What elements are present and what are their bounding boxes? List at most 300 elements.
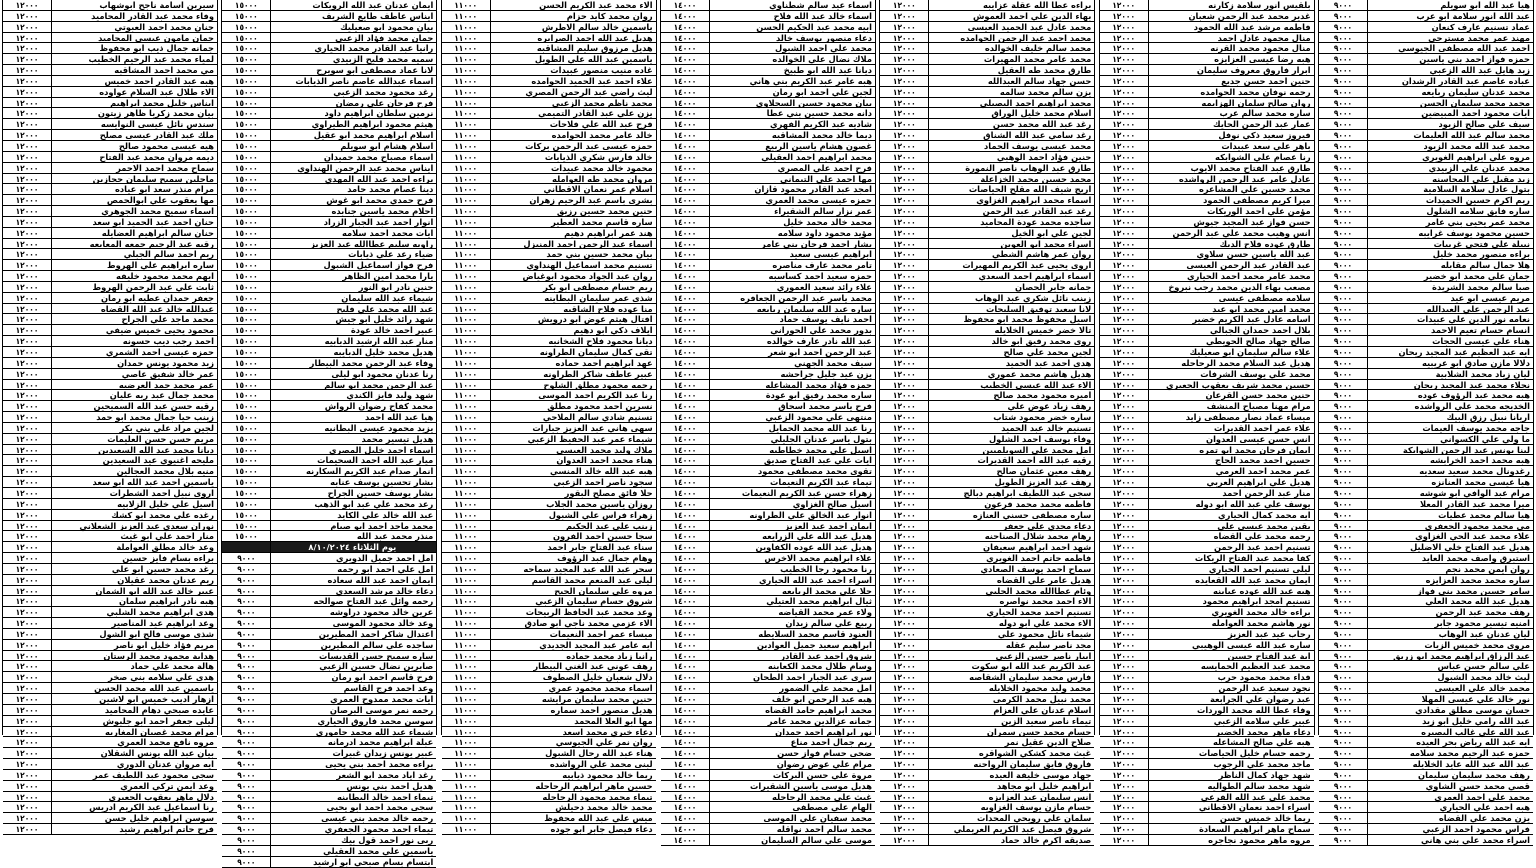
name-cell: وعد خالد مطلق العواملة	[116, 542, 214, 553]
amount-cell: ٩٠٠٠	[1319, 781, 1368, 791]
table-row	[222, 575, 436, 586]
table-row	[442, 184, 656, 195]
amount-cell: ١٢٠٠٠	[1100, 521, 1149, 531]
amount-cell: ١١٠٠٠	[442, 130, 491, 140]
table-row	[880, 445, 1094, 456]
amount-cell: ١٤٠٠٠	[661, 108, 710, 118]
name-cell: رغد اياد محمد ابو الشعر	[336, 769, 434, 780]
table-row	[1319, 87, 1533, 98]
table-row	[442, 651, 656, 662]
amount-cell: ١٢٠٠٠	[1100, 802, 1149, 812]
table-row	[3, 33, 217, 44]
name-cell: دلال ماهر يعقوب الجعبري	[108, 791, 214, 802]
table-row	[3, 423, 217, 434]
amount-cell: ١٢٠٠٠	[880, 640, 929, 650]
name-cell: حمزه سعيد احمد كساسبه	[768, 271, 872, 282]
name-cell: دلالا مازن صادق ابو عريبيه	[1421, 357, 1530, 368]
name-cell: فاطمه حاتم احمد الغويري	[986, 553, 1092, 564]
table-row	[222, 683, 436, 694]
name-cell: محمد عبد العظيم الحمايسه	[1200, 661, 1311, 672]
table-row	[880, 542, 1094, 553]
amount-cell: ١٥٠٠٠	[222, 87, 271, 97]
table-row	[222, 108, 436, 119]
table-row	[661, 87, 875, 98]
name-cell: بلال احمد حمدان الجبالي	[1209, 325, 1311, 336]
name-cell: صبا سالم محمد الشريدة	[1432, 281, 1530, 292]
table-row	[1100, 716, 1314, 727]
table-row	[442, 802, 656, 813]
name-cell: محمد علي عبد الله الفرعي	[1200, 791, 1311, 802]
table-row	[1100, 434, 1314, 445]
table-row	[1319, 239, 1533, 250]
name-cell: تسنيم محمد اسماعيل الهنداوي	[526, 260, 653, 271]
amount-cell: ١٢٠٠٠	[3, 390, 52, 400]
table-row	[442, 488, 656, 499]
amount-cell: ١٤٠٠٠	[661, 748, 710, 758]
amount-cell: ١١٠٠٠	[442, 661, 491, 671]
amount-cell: ١٢٠٠٠	[3, 412, 52, 422]
table-row	[3, 477, 217, 488]
table-row	[222, 445, 436, 456]
name-cell: عبد الكريم عبد الله ابو سكوت	[971, 661, 1092, 672]
table-row	[442, 304, 656, 315]
amount-cell: ١٤٠٠٠	[661, 802, 710, 812]
table-row	[442, 249, 656, 260]
table-row	[3, 87, 217, 98]
amount-cell: ١٢٠٠٠	[3, 98, 52, 108]
amount-cell: ١٤٠٠٠	[661, 607, 710, 617]
amount-cell: ٩٠٠٠	[1319, 152, 1368, 162]
table-row	[442, 521, 656, 532]
table-row	[661, 380, 875, 391]
name-cell: مي محمد احمد المشاقبه	[114, 65, 214, 76]
table-row	[1100, 54, 1314, 65]
amount-cell: ١١٠٠٠	[442, 748, 491, 758]
amount-cell: ١٢٠٠٠	[880, 271, 929, 281]
name-cell: ريم حسام مصطفى ابو بكر	[543, 281, 653, 292]
amount-cell: ١٢٠٠٠	[1100, 499, 1149, 509]
name-cell: ايهم محمد محمود خليفه	[116, 271, 214, 282]
table-row	[222, 65, 436, 76]
table-row	[3, 813, 217, 824]
amount-cell: ١٢٠٠٠	[880, 618, 929, 628]
amount-cell: ١١٠٠٠	[442, 564, 491, 574]
name-cell: روان صالح سلمان الهزايمه	[1201, 97, 1311, 108]
amount-cell: ١٢٠٠٠	[1100, 293, 1149, 303]
amount-cell: ١٢٠٠٠	[3, 618, 52, 628]
amount-cell: ١٥٠٠٠	[222, 33, 271, 43]
name-cell: مريم عيسى ابو عيد	[1450, 292, 1530, 303]
name-cell: صابرين نضال حسين الزعبي	[319, 661, 434, 672]
amount-cell: ٩٠٠٠	[1319, 586, 1368, 596]
amount-cell: ١٥٠٠٠	[222, 228, 271, 238]
amount-cell: ١٢٠٠٠	[3, 607, 52, 617]
table-row	[222, 835, 436, 846]
table-row	[661, 282, 875, 293]
name-cell: محمد خالد علي العيسى	[1434, 683, 1530, 694]
table-row	[661, 510, 875, 521]
name-cell: محمد عدنان علي الزبيدي	[1428, 162, 1530, 173]
table-row	[880, 33, 1094, 44]
name-cell: هديل عامر علي القضاه	[996, 574, 1092, 585]
table-row	[442, 22, 656, 33]
table-row	[1319, 336, 1533, 347]
table-row	[222, 260, 436, 271]
table-row	[880, 43, 1094, 54]
name-cell: هبه نادر ابراهيم سلمان	[118, 596, 214, 607]
name-cell: اسيل محفوظ محمد ابو محفوظ	[963, 314, 1092, 325]
amount-cell: ٩٠٠٠	[1319, 542, 1368, 552]
name-cell: عبد الرحمن احمد ابو شعر	[768, 347, 872, 357]
table-row	[1100, 553, 1314, 564]
amount-cell: ١٥٠٠٠	[222, 314, 271, 324]
table-row	[880, 184, 1094, 195]
table-row	[442, 369, 656, 380]
table-row	[661, 293, 875, 304]
name-cell: جمانه عزالدين محمد عامر	[767, 715, 872, 726]
table-row	[880, 618, 1094, 629]
name-cell: ايمان احمد عبد الله سعاده	[327, 574, 434, 585]
amount-cell: ١٢٠٠٠	[880, 304, 929, 314]
name-cell: نجود سعيد عبد الرحمن	[1218, 683, 1311, 694]
table-row	[3, 401, 217, 412]
table-row	[1100, 65, 1314, 76]
name-cell: علاء رائد سعيد العموري	[776, 281, 872, 292]
table-row	[1100, 661, 1314, 672]
amount-cell: ١٢٠٠٠	[3, 401, 52, 411]
name-cell: رنا عبد الله محمد الحمايل	[768, 422, 872, 433]
name-cell: علي سالم حسن عباس	[1437, 661, 1530, 672]
amount-cell: ١٤٠٠٠	[661, 792, 710, 802]
name-cell: حسام مازن يوسف الغزاويه	[980, 802, 1092, 813]
table-row	[442, 358, 656, 369]
amount-cell: ١٢٠٠٠	[3, 304, 52, 314]
amount-cell: ١٢٠٠٠	[1100, 206, 1149, 216]
table-row	[1100, 531, 1314, 542]
name-cell: منار احمد علي ابو غيث	[120, 531, 214, 542]
table-row	[880, 347, 1094, 358]
amount-cell: ١٤٠٠٠	[661, 770, 710, 780]
name-cell: اسيل علي محمد خطاطبه	[769, 444, 872, 455]
amount-cell: ٩٠٠٠	[1319, 380, 1368, 390]
name-cell: شذى عمر سليمان البطاينه	[544, 292, 653, 303]
amount-cell: ١١٠٠٠	[442, 239, 491, 249]
table-row	[1319, 434, 1533, 445]
amount-cell: ١٥٠٠٠	[222, 65, 271, 75]
table-row	[661, 564, 875, 575]
amount-cell: ١٤٠٠٠	[661, 304, 710, 314]
amount-cell: ١٢٠٠٠	[3, 87, 52, 97]
table-row	[880, 87, 1094, 98]
name-cell: محمد عامر محمد المهيرات	[983, 54, 1092, 65]
amount-cell: ١٢٠٠٠	[1100, 737, 1149, 747]
table-row	[661, 618, 875, 629]
name-cell: فرح حمدي محمد ابو غوش	[326, 195, 434, 206]
table-row	[1100, 130, 1314, 141]
amount-cell: ١٢٠٠٠	[1100, 824, 1149, 834]
name-cell: اروى نبيل احمد الشطرات	[109, 487, 214, 498]
name-cell: غيث محمد كشكي الشواقره	[978, 748, 1092, 759]
amount-cell: ١٤٠٠٠	[661, 325, 710, 335]
name-cell: مي محمد محمود الجعفري	[1424, 520, 1530, 531]
amount-cell: ١٢٠٠٠	[3, 586, 52, 596]
table-row	[442, 314, 656, 325]
table-row	[3, 390, 217, 401]
table-row	[1100, 239, 1314, 250]
amount-cell: ١٢٠٠٠	[1100, 195, 1149, 205]
name-cell: هيه عيسى محمود صالح	[118, 140, 214, 151]
amount-cell: ١٢٠٠٠	[3, 640, 52, 650]
amount-cell: ٩٠٠٠	[1319, 466, 1368, 476]
table-row	[3, 11, 217, 22]
table-row	[3, 0, 217, 11]
name-cell: سرى عبد الجبار احمد الطحان	[753, 672, 872, 683]
name-cell: ايمان فرحان محمد ابو تمره	[1199, 444, 1311, 455]
amount-cell: ١٢٠٠٠	[3, 564, 52, 574]
amount-cell: ٩٠٠٠	[1319, 0, 1368, 10]
amount-cell: ١٤٠٠٠	[661, 369, 710, 379]
table-row	[880, 304, 1094, 315]
name-cell: الاء محمد عبد الكريم الحسن	[539, 0, 653, 10]
table-row	[442, 271, 656, 282]
amount-cell: ١٢٠٠٠	[1100, 271, 1149, 281]
name-cell: محمد ناظم محمد الزعبي	[551, 97, 653, 108]
amount-cell: ١١٠٠٠	[442, 358, 491, 368]
table-row	[661, 813, 875, 824]
name-cell: منال محمود محمد القرنه	[1210, 43, 1311, 54]
name-cell: ايه عبد العظيم عبد المجيد ريحان	[1398, 347, 1530, 357]
amount-cell: ١١٠٠٠	[442, 629, 491, 639]
table-row	[880, 455, 1094, 466]
amount-cell: ١٢٠٠٠	[1100, 130, 1149, 140]
table-row	[442, 531, 656, 542]
amount-cell: ١٤٠٠٠	[661, 661, 710, 671]
table-row	[3, 640, 217, 651]
amount-cell: ١٤٠٠٠	[661, 33, 710, 43]
name-cell: ريما خالد محمود ذيابيه	[562, 769, 653, 780]
amount-cell: ١١٠٠٠	[442, 174, 491, 184]
name-cell: شروق فيصل عبد الكريم العريملي	[953, 824, 1092, 835]
table-row	[222, 640, 436, 651]
table-row	[1319, 607, 1533, 618]
table-row	[1100, 564, 1314, 575]
amount-cell: ١٢٠٠٠	[1100, 553, 1149, 563]
amount-cell: ١٢٠٠٠	[3, 217, 52, 227]
table-row	[3, 152, 217, 163]
table-row	[1319, 412, 1533, 423]
amount-cell: ٩٠٠٠	[1319, 618, 1368, 628]
amount-cell: ١٤٠٠٠	[661, 705, 710, 715]
amount-cell: ١٢٠٠٠	[3, 683, 52, 693]
table-row	[222, 748, 436, 759]
amount-cell: ١٢٠٠٠	[3, 380, 52, 390]
name-cell: ايه محمد كمال الحياري	[1217, 509, 1311, 520]
amount-cell: ١١٠٠٠	[442, 401, 491, 411]
amount-cell: ١٢٠٠٠	[880, 564, 929, 574]
name-cell: محمد خالد محمد دحيلش	[555, 802, 653, 813]
amount-cell: ١٥٠٠٠	[222, 76, 271, 86]
amount-cell: ٩٠٠٠	[1319, 510, 1368, 520]
name-cell: رحمه نوفان محمد الحوامده	[1200, 86, 1311, 97]
name-cell: مها ابو العلا المحمد	[574, 715, 653, 726]
table-row	[1100, 87, 1314, 98]
name-cell: عبد القادر عبد الرحمن العيسى	[1186, 260, 1311, 271]
amount-cell: ٩٠٠٠	[222, 770, 271, 780]
table-row	[1319, 423, 1533, 434]
amount-cell: ١٢٠٠٠	[3, 293, 52, 303]
amount-cell: ١٢٠٠٠	[3, 130, 52, 140]
table-row	[442, 661, 656, 672]
table-row	[1100, 293, 1314, 304]
name-cell: محمد ماجد احمد ابو صيام	[330, 520, 434, 531]
amount-cell: ١١٠٠٠	[442, 87, 491, 97]
name-cell: هند عمر ابراهيم دهيم	[564, 227, 653, 238]
table-row	[1319, 65, 1533, 76]
table-row	[661, 141, 875, 152]
name-cell: حمزه عبد الرحيم محمد سلامه	[1409, 748, 1530, 759]
amount-cell: ١٤٠٠٠	[661, 174, 710, 184]
name-cell: حلا علي محمد الربابعه	[781, 585, 872, 596]
name-cell: محمد عدنان سليمان ربايعه	[1421, 86, 1530, 97]
table-row	[661, 542, 875, 553]
name-cell: اسراء احمد عبد الله الحياري	[758, 574, 872, 585]
amount-cell: ١٢٠٠٠	[1100, 65, 1149, 75]
table-row	[1319, 174, 1533, 185]
amount-cell: ١٢٠٠٠	[880, 737, 929, 747]
name-cell: محمد محمد سليمان الحسن	[1419, 97, 1530, 108]
amount-cell: ١٢٠٠٠	[3, 824, 52, 834]
amount-cell: ١٢٠٠٠	[1100, 564, 1149, 574]
amount-cell: ١١٠٠٠	[442, 249, 491, 259]
name-cell: تيماء احمد محمود الجعفري	[324, 824, 434, 835]
table-row	[1319, 748, 1533, 759]
amount-cell: ١٢٠٠٠	[880, 542, 929, 552]
name-cell: عايده صبحي دهام المحاميد	[104, 704, 214, 715]
table-row	[661, 792, 875, 803]
name-cell: ياسمين علي محمد العقيلي	[323, 845, 434, 856]
table-row	[3, 672, 217, 683]
amount-cell: ٩٠٠٠	[1319, 792, 1368, 802]
amount-cell: ١١٠٠٠	[442, 607, 491, 617]
name-cell: هديل عبد الفتاح خلي الاضليل	[1410, 542, 1530, 553]
name-cell: جنان محمد احمد العبوتي	[114, 21, 214, 32]
name-cell: ساره محمد سالم عرب	[1219, 108, 1311, 119]
table-row	[661, 163, 875, 174]
amount-cell: ١٢٠٠٠	[1100, 672, 1149, 682]
amount-cell: ٩٠٠٠	[1319, 423, 1368, 433]
amount-cell: ١١٠٠٠	[442, 651, 491, 661]
name-cell: زيد مقبل علي المحاسنه	[1432, 173, 1530, 184]
name-cell: شيماء عبد الله سليمان	[341, 292, 434, 303]
name-cell: هبه محمد احمد الخرابشه	[1429, 455, 1530, 466]
name-cell: وعد احمد فرج القاسم	[343, 683, 434, 694]
name-cell: هبه محمد عبد الرؤوف عوده	[1417, 390, 1530, 401]
name-cell: انسام حسام تعيم الاحمد	[1431, 325, 1530, 336]
name-cell: تيماء عبد الكريم النعيمات	[770, 477, 872, 488]
table-row	[661, 445, 875, 456]
table-row	[3, 629, 217, 640]
name-cell: عرين خالد محمود دراوشه	[329, 607, 434, 618]
name-cell: ميرا محمد عبد القادر المعلا	[1419, 498, 1530, 509]
name-cell: براءه بسام فايز حسين	[122, 553, 214, 564]
amount-cell: ١٤٠٠٠	[661, 510, 710, 520]
table-row	[1100, 401, 1314, 412]
table-row	[222, 586, 436, 597]
name-cell: نور ابراهيم احمد حمدان	[775, 726, 872, 737]
name-cell: ساره ابراهيم علي الهروط	[106, 260, 214, 271]
table-row	[880, 737, 1094, 748]
table-row	[442, 239, 656, 250]
amount-cell: ١٢٠٠٠	[3, 54, 52, 64]
name-cell: انس حسن عيسى العدوان	[1205, 433, 1311, 444]
table-row	[3, 521, 217, 532]
table-row	[1319, 184, 1533, 195]
table-row	[222, 282, 436, 293]
table-row	[222, 87, 436, 98]
table-row	[661, 271, 875, 282]
name-cell: رهف محمد عبد الرحمن	[1435, 607, 1530, 618]
name-cell: رحمه نمر موسى البرصان	[329, 704, 434, 715]
name-cell: سندس نائل عيسى النوايسه	[100, 119, 214, 130]
name-cell: بهاء الدين علي احمد العموش	[972, 10, 1092, 21]
name-cell: عبد الرحمن محمد ابو سالم	[324, 379, 434, 390]
amount-cell: ١٥٠٠٠	[222, 43, 271, 53]
name-cell: عمر محمد احمد العرمي	[1215, 466, 1311, 477]
amount-cell: ٩٠٠٠	[222, 564, 271, 574]
amount-cell: ١٢٠٠٠	[880, 87, 929, 97]
table-row	[880, 390, 1094, 401]
table-row	[880, 575, 1094, 586]
table-row	[1100, 737, 1314, 748]
name-cell: فاطمه محمد محمد فرعون	[984, 498, 1092, 509]
amount-cell: ١٢٠٠٠	[3, 119, 52, 129]
name-cell: لانا سعيد توفيق السليحات	[985, 303, 1092, 314]
table-row	[1319, 152, 1533, 163]
name-cell: روى محمد رفيق ابو خالد	[991, 336, 1092, 347]
name-cell: ربى نور احمد قول بيك	[341, 834, 434, 845]
amount-cell: ١٢٠٠٠	[880, 174, 929, 184]
name-cell: روان نمر علي الجيوسي	[555, 737, 653, 748]
name-cell: مروه نافع محمد العمري	[117, 737, 214, 748]
table-row	[3, 174, 217, 185]
table-row	[3, 98, 217, 109]
amount-cell: ١٢٠٠٠	[880, 586, 929, 596]
table-row	[661, 781, 875, 792]
amount-cell: ١٤٠٠٠	[661, 618, 710, 628]
amount-cell: ١٢٠٠٠	[1100, 54, 1149, 64]
amount-cell: ١٤٠٠٠	[661, 521, 710, 531]
name-cell: بتول عادل سلامة السلامية	[1423, 184, 1530, 195]
name-cell: امل محمد علي الضمور	[779, 683, 872, 694]
table-row	[880, 380, 1094, 391]
name-cell: هبه علي صالح المشاعله	[1212, 737, 1311, 748]
table-row	[222, 401, 436, 412]
table-row	[661, 249, 875, 260]
table-row	[442, 228, 656, 239]
table-row	[1319, 271, 1533, 282]
table-row	[1319, 564, 1533, 575]
amount-cell: ١٢٠٠٠	[880, 249, 929, 259]
amount-cell: ١٥٠٠٠	[222, 434, 271, 444]
name-cell: رعد محمد علي عبد ابو الذهب	[314, 498, 434, 509]
amount-cell: ١١٠٠٠	[442, 119, 491, 129]
name-cell: ساره مصطفى حسني العنازه	[972, 509, 1092, 520]
name-cell: تالا خضر خميس الخلايله	[994, 325, 1092, 336]
name-cell: مروان محمد طه العوامله	[552, 173, 653, 184]
amount-cell: ٩٠٠٠	[222, 792, 271, 802]
table-row	[222, 672, 436, 683]
table-row	[442, 293, 656, 304]
